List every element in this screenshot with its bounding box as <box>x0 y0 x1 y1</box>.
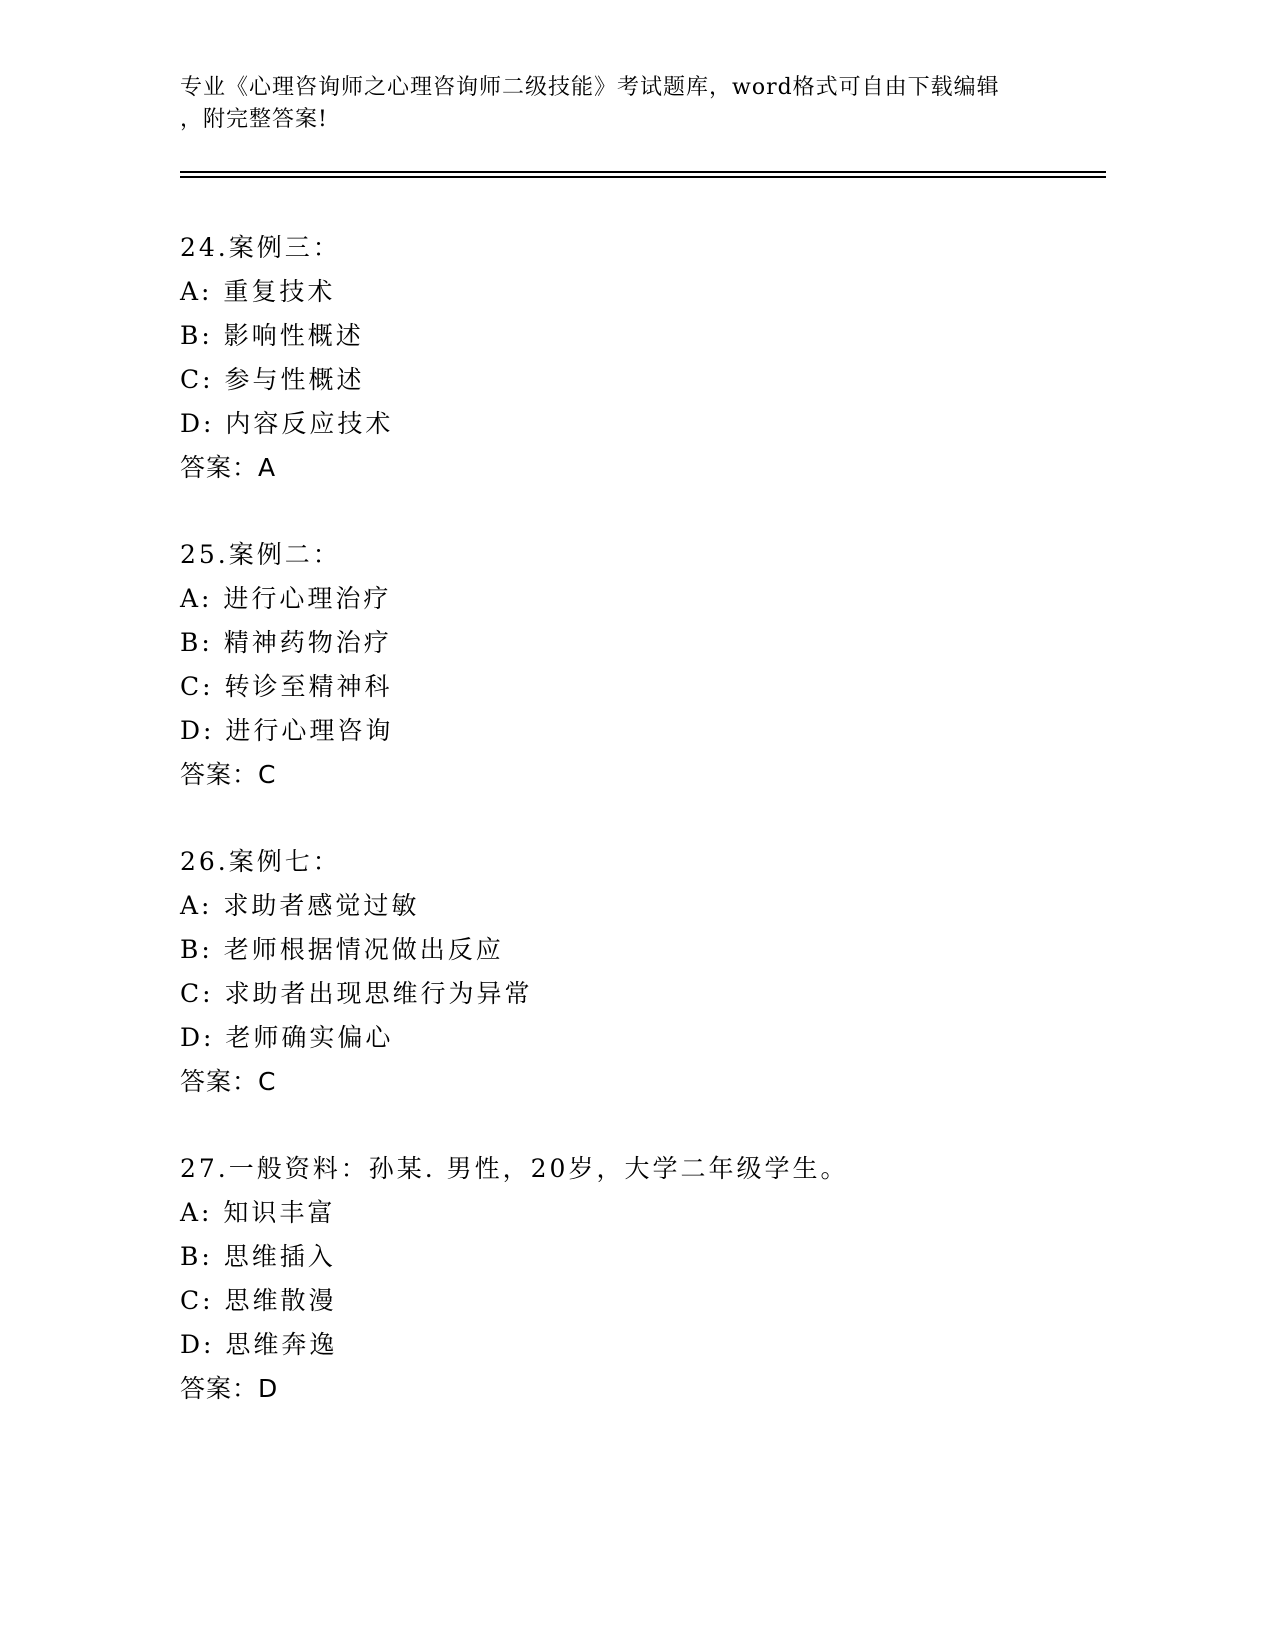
option-c: C: 思维散漫 <box>180 1286 337 1315</box>
option-a: A: 进行心理治疗 <box>180 584 392 613</box>
option-d: D: 思维奔逸 <box>180 1330 338 1359</box>
option-d: D: 内容反应技术 <box>180 409 394 438</box>
header-divider-bottom <box>180 176 1106 178</box>
option-c: C: 求助者出现思维行为异常 <box>180 979 533 1008</box>
header-divider-top <box>180 171 1106 173</box>
answer-line: 答案：C <box>180 760 277 789</box>
option-c: C: 参与性概述 <box>180 365 365 394</box>
question-stem: 25.案例二： <box>180 540 341 569</box>
answer-line: 答案：C <box>180 1067 277 1096</box>
header-title-line-1: 专业《心理咨询师之心理咨询师二级技能》考试题库，word格式可自由下载编辑 <box>180 75 1000 100</box>
question-list <box>180 226 1080 1454</box>
answer-line: 答案：A <box>180 453 277 482</box>
option-b: B: 老师根据情况做出反应 <box>180 935 504 964</box>
option-a: A: 重复技术 <box>180 277 336 306</box>
answer-line: 答案：D <box>180 1374 279 1403</box>
option-c: C: 转诊至精神科 <box>180 672 393 701</box>
question-stem: 26.案例七： <box>180 847 341 876</box>
option-b: B: 精神药物治疗 <box>180 628 392 657</box>
question-26 <box>180 840 1080 1104</box>
option-a: A: 求助者感觉过敏 <box>180 891 420 920</box>
header-title-line-2: ，附完整答案! <box>180 107 328 132</box>
question-stem: 27.一般资料：孙某. 男性，20岁，大学二年级学生。 <box>180 1154 849 1183</box>
question-27 <box>180 1147 1080 1411</box>
option-a: A: 知识丰富 <box>180 1198 336 1227</box>
option-d: D: 老师确实偏心 <box>180 1023 394 1052</box>
document-header <box>180 72 1080 136</box>
question-24 <box>180 226 1080 490</box>
question-stem: 24.案例三： <box>180 233 341 262</box>
question-25 <box>180 533 1080 797</box>
option-d: D: 进行心理咨询 <box>180 716 394 745</box>
option-b: B: 影响性概述 <box>180 321 364 350</box>
option-b: B: 思维插入 <box>180 1242 336 1271</box>
